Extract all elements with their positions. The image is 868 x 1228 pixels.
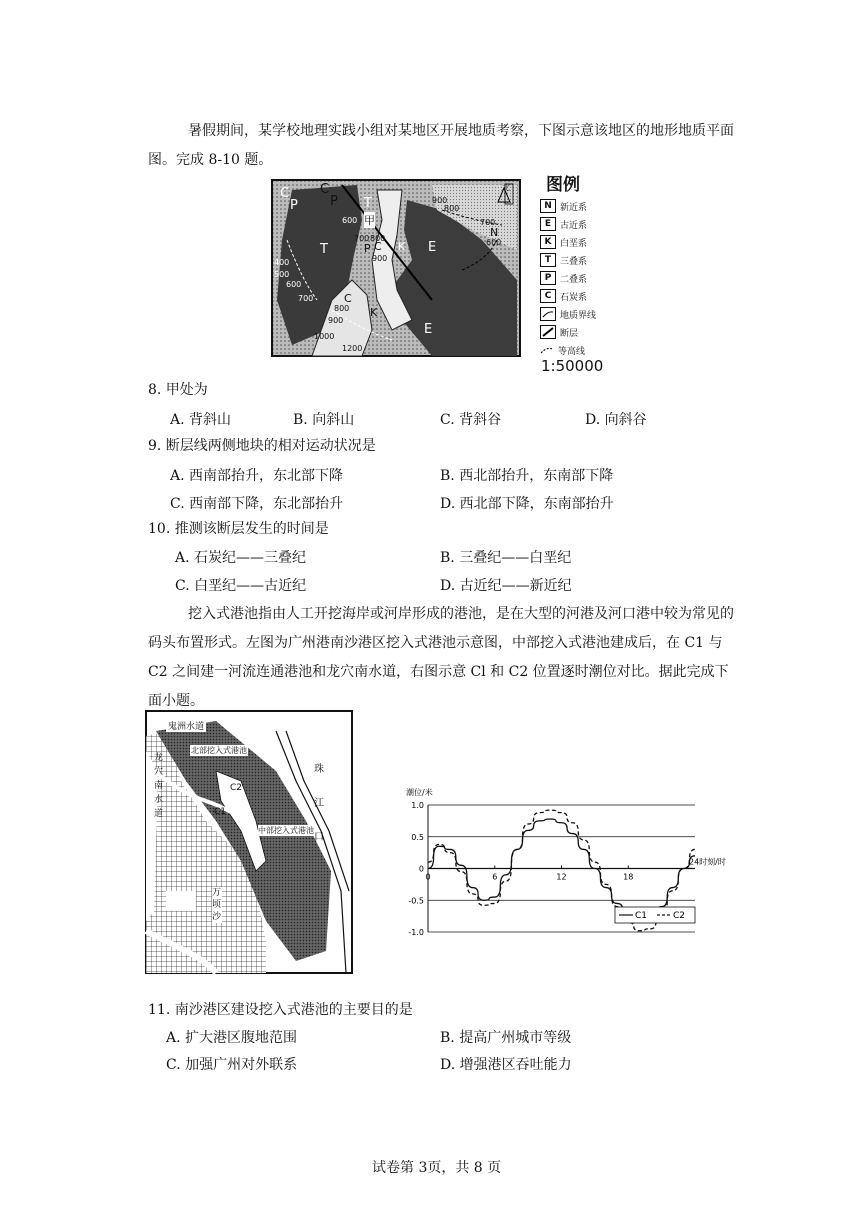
y-tick-label: -0.5 <box>408 896 424 906</box>
q10-option-d: D. 古近纪——新近纪 <box>440 578 572 594</box>
map-label-north: 北 <box>502 183 510 192</box>
map-letter-p2: P <box>330 194 338 209</box>
label-middle-pool: 中部挖入式港池 <box>258 826 314 835</box>
label-guizhou: 鬼洲水道 <box>166 719 206 732</box>
contour-800-b: 800 <box>370 234 386 243</box>
contour-1200: 1200 <box>342 344 363 353</box>
legend-item-n: N 新近系 <box>540 197 640 215</box>
contour-line-icon <box>540 344 554 356</box>
x-tick-label: 0 <box>425 872 431 882</box>
y-tick-label: 0 <box>418 864 424 874</box>
label-c1: C1 <box>214 807 227 817</box>
port-map <box>146 711 352 973</box>
label-longxue: 龙穴南水道 <box>154 753 164 819</box>
y-tick-label: -1.0 <box>408 928 424 937</box>
x-tick-label: 12 <box>556 872 567 882</box>
q10-option-b: B. 三叠纪——白垩纪 <box>440 550 572 566</box>
q9-option-d: D. 西北部下降，东南部抬升 <box>440 496 614 512</box>
tide-chart <box>400 785 726 945</box>
map-letter-k1: K <box>398 240 406 253</box>
contour-900-b: 900 <box>372 254 388 263</box>
legend-label-c1: C1 <box>635 911 648 921</box>
x-tick-label: 18 <box>623 872 634 882</box>
legend-item-p: P 二叠系 <box>540 269 640 287</box>
contour-500: 500 <box>274 270 290 279</box>
legend-item-c: C 石炭系 <box>540 287 640 305</box>
q11-option-a: A. 扩大港区腹地范围 <box>166 1030 298 1046</box>
legend-item-fault: 断层 <box>540 323 640 341</box>
question-11-stem: 11. 南沙港区建设挖入式港池的主要目的是 <box>148 1002 413 1018</box>
map-letter-p1: P <box>290 198 298 213</box>
fault-line-icon <box>540 325 556 339</box>
contour-800-c: 800 <box>334 304 350 313</box>
q9-option-a: A. 西南部抬升，东北部下降 <box>170 468 344 484</box>
q11-option-d: D. 增强港区吞吐能力 <box>440 1057 572 1073</box>
contour-900-a: 900 <box>432 196 448 205</box>
map-letter-e2: E <box>424 322 433 337</box>
page-footer: 试卷第 3页，共 8 页 <box>372 1160 502 1176</box>
contour-700-a: 700 <box>480 218 496 227</box>
map-scale: 1:50000 <box>541 357 604 375</box>
x-tick-label: 6 <box>492 872 498 882</box>
geological-map <box>272 180 520 356</box>
legend-item-boundary: 地质界线 <box>540 305 640 323</box>
label-zhujiang: 珠江口 <box>314 764 324 843</box>
contour-800-a: 800 <box>444 204 460 213</box>
map-letter-t1: T <box>364 196 372 211</box>
legend-label-c2: C2 <box>673 911 686 921</box>
legend-item-k: K 白垩系 <box>540 233 640 251</box>
q11-option-b: B. 提高广州城市等级 <box>440 1030 572 1046</box>
geo-legend <box>540 170 640 359</box>
intro-paragraph-2: 挖入式港池指由人工开挖海岸或河岸形成的港池，是在大型的河港及河口港中较为常见的码头布置形式。左图为广州港南沙港区挖入式港池示意图，中部挖入式港池建成后，在 C1 与 C2 之间建一河流连通港池和龙穴南水道，右图示意 Cl 和 C2 位置逐时潮位对比。据此完成下面小题。 <box>148 606 734 709</box>
q8-option-c: C. 背斜谷 <box>440 412 502 428</box>
map-letter-t2: T <box>320 242 328 257</box>
y-tick-label: 0.5 <box>411 832 424 842</box>
map-letter-p3: P <box>364 242 371 255</box>
map-letter-e1: E <box>428 240 437 255</box>
question-8-stem: 8. 甲处为 <box>148 382 208 398</box>
question-10-stem: 10. 推测该断层发生的时间是 <box>148 521 329 537</box>
label-c2: C2 <box>230 783 243 793</box>
label-north-pool: 北部挖入式港池 <box>191 746 247 755</box>
geological-map-figure <box>272 180 520 356</box>
map-letter-n: N <box>490 226 499 239</box>
contour-700-b: 700 <box>354 234 370 243</box>
map-letter-c1: C <box>280 186 290 201</box>
intro-paragraph-1: 暑假期间，某学校地理实践小组对某地区开展地质考察，下图示意该地区的地形地质平面图。完成 8-10 题。 <box>148 123 734 168</box>
legend-item-contour: 等高线 <box>540 341 640 359</box>
q8-option-a: A. 背斜山 <box>170 412 232 428</box>
map-label-jia: 甲 <box>364 214 375 227</box>
contour-1000: 1000 <box>314 332 335 341</box>
label-wanqingsha: 万顷沙 <box>212 888 222 922</box>
q11-option-c: C. 加强广州对外联系 <box>166 1057 298 1073</box>
map-letter-c4: C <box>344 292 352 305</box>
contour-600-c: 600 <box>286 280 302 289</box>
y-tick-label: 1.0 <box>411 801 424 810</box>
legend-item-t: T 三叠系 <box>540 251 640 269</box>
y-axis-label: 潮位/米 <box>406 788 433 797</box>
map-letter-c3: C <box>374 240 382 253</box>
question-9-stem: 9. 断层线两侧地块的相对运动状况是 <box>148 438 376 454</box>
q9-option-b: B. 西北部抬升，东南部下降 <box>440 468 614 484</box>
contour-400: 400 <box>274 258 290 267</box>
boundary-line-icon <box>540 307 556 321</box>
map-letter-c2: C <box>320 182 330 197</box>
q10-option-a: A. 石炭纪——三叠纪 <box>175 550 307 566</box>
tide-chart-svg <box>400 785 726 945</box>
map-letter-k2: K <box>370 306 378 319</box>
q9-option-c: C. 西南部下降，东北部抬升 <box>170 496 344 512</box>
q8-option-b: B. 向斜山 <box>293 412 355 428</box>
contour-600-b: 600 <box>342 216 358 225</box>
q8-option-d: D. 向斜谷 <box>585 412 647 428</box>
contour-700-c: 700 <box>298 294 314 303</box>
x-axis-label: 24时刻/时 <box>689 857 726 867</box>
q10-option-c: C. 白垩纪——古近纪 <box>175 578 307 594</box>
legend-item-e: E 古近系 <box>540 215 640 233</box>
legend-title: 图例 <box>546 175 580 195</box>
contour-600-a: 600 <box>486 238 502 247</box>
contour-900-c: 900 <box>328 316 344 325</box>
